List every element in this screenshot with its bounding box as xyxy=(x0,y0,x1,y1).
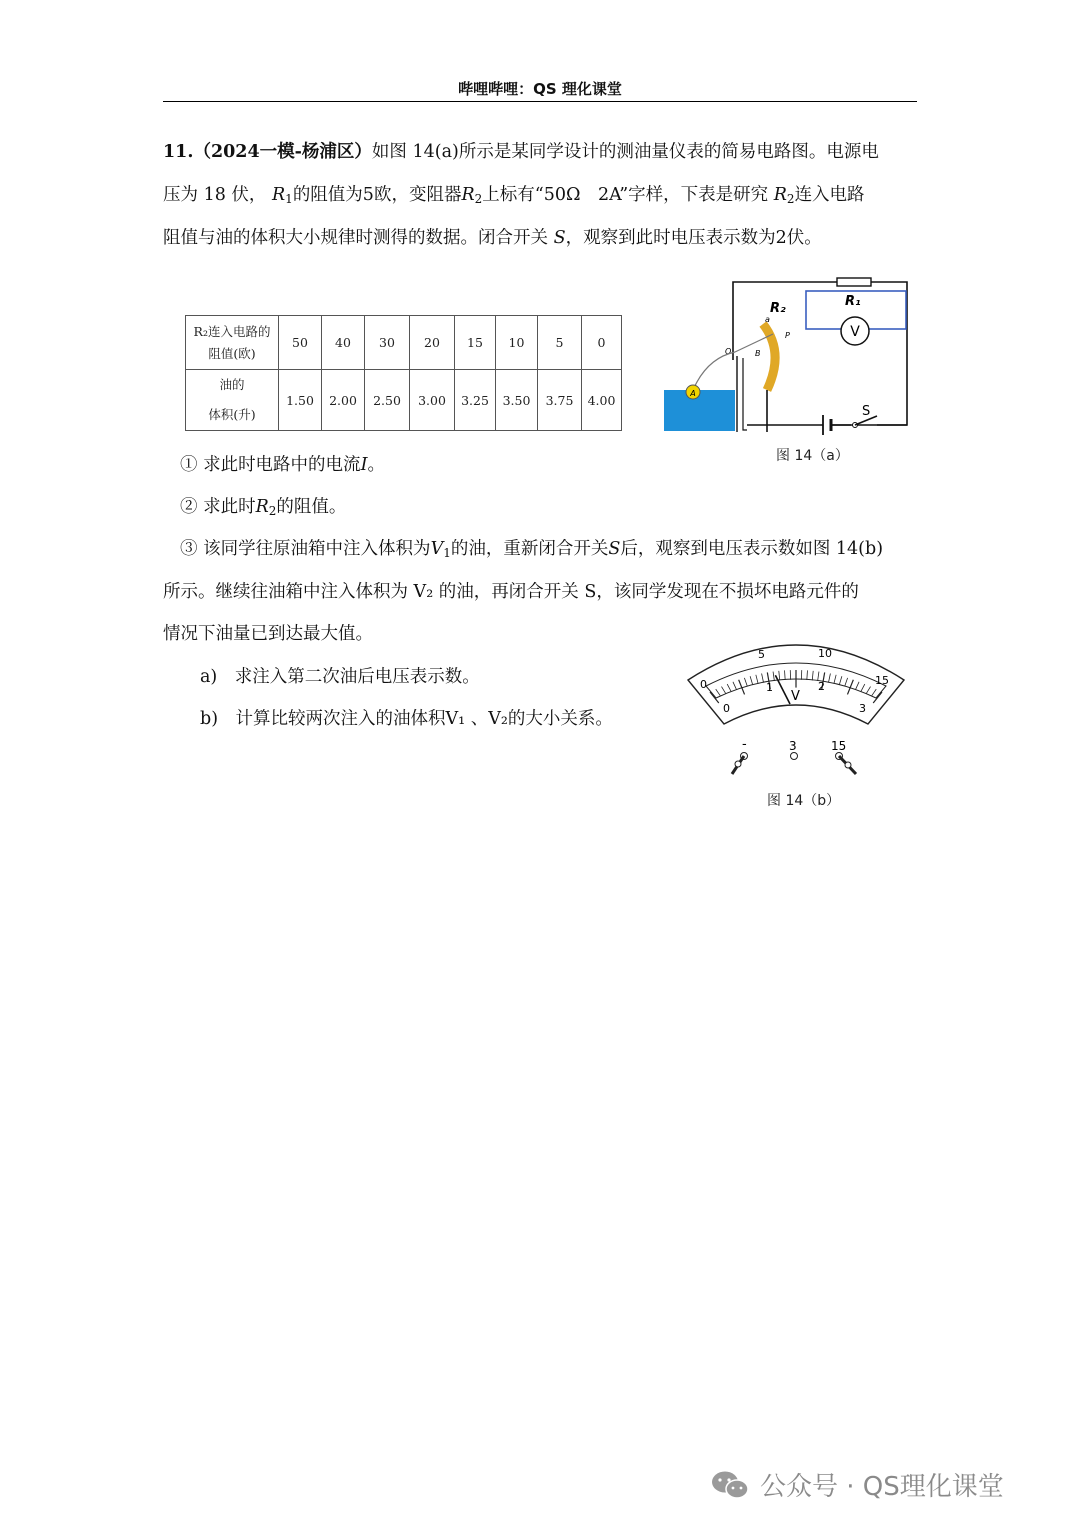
wechat-icon xyxy=(710,1469,750,1501)
problem-line-2 xyxy=(163,185,917,210)
float-rod xyxy=(693,352,735,390)
table-cell: 2.50 xyxy=(365,370,410,431)
lower-label: 2 xyxy=(818,680,825,693)
watermark xyxy=(710,1466,1004,1503)
problem-source: （2024一模-杨浦区） xyxy=(193,142,372,162)
table-cell: 15 xyxy=(455,316,496,370)
r1-label: R₁ xyxy=(845,294,861,309)
problem-text-2d: 连入电路 xyxy=(794,185,865,205)
lower-label: 0 xyxy=(723,702,730,715)
table-header-resistance: R₂连入电路的 阻值(欧) xyxy=(186,316,279,370)
problem-number: 11. xyxy=(163,142,194,162)
symbol-s: S xyxy=(553,228,566,248)
table-cell: 3.75 xyxy=(538,370,582,431)
problem-line-1 xyxy=(163,142,917,163)
lower-label: 3 xyxy=(859,702,866,715)
r2-label: R₂ xyxy=(770,301,786,316)
table-cell: 1.50 xyxy=(279,370,322,431)
question-1: ① 求此时电路中的电流I。 xyxy=(180,455,385,475)
label-small-a: a xyxy=(765,315,770,324)
problem-text-3b: ，观察到此时电压表示数为2伏。 xyxy=(565,228,822,248)
rheostat-r2 xyxy=(763,324,775,390)
label-p: P xyxy=(785,331,790,340)
label-o: O xyxy=(725,347,732,356)
lever-arm xyxy=(735,334,773,352)
terminal-label-3: 3 xyxy=(789,739,797,753)
float-label: A xyxy=(690,389,696,398)
problem-text-1: 如图 14(a)所示是某同学设计的测油量仪表的简易电路图。电源电 xyxy=(371,142,879,162)
problem-text-2b: 的阻值为5欧，变阻器 xyxy=(292,185,462,205)
problem-text-3a: 阻值与油的体积大小规律时测得的数据。闭合开关 xyxy=(163,228,548,248)
page-header: 哔哩哔哩：QS 理化课堂 xyxy=(458,80,622,98)
table-cell: 3.25 xyxy=(455,370,496,431)
table-cell: 3.00 xyxy=(410,370,455,431)
fig-b-caption: 图 14（b） xyxy=(767,793,841,809)
circuit-diagram xyxy=(655,272,915,442)
problem-text-2c: 上标有“50Ω 2A”字样，下表是研究 xyxy=(482,185,769,205)
upper-label: 10 xyxy=(818,647,832,660)
table-cell: 40 xyxy=(322,316,365,370)
voltmeter-dial xyxy=(680,628,912,788)
symbol-r2b-sub: 2 xyxy=(786,192,795,206)
terminal-neg-wire xyxy=(732,753,748,775)
terminal-label-15: 15 xyxy=(831,739,847,753)
table-cell: 2.00 xyxy=(322,370,365,431)
table-row-resistance xyxy=(186,316,622,370)
table-cell: 10 xyxy=(496,316,538,370)
data-table xyxy=(185,315,622,431)
symbol-r1-sub: 1 xyxy=(285,192,293,206)
table-cell: 0 xyxy=(582,316,622,370)
terminal-3 xyxy=(791,753,798,760)
question-3-line-1: ③ 该同学往原油箱中注入体积为$V_1$的油，重新闭合开关S后，观察到电压表示数如图 14(b) xyxy=(180,539,884,560)
problem-line-3 xyxy=(163,228,917,249)
voltmeter-label: V xyxy=(850,324,860,340)
question-a: a) 求注入第二次油后电压表示数。 xyxy=(200,667,480,687)
table-cell: 20 xyxy=(410,316,455,370)
table-cell: 3.50 xyxy=(496,370,538,431)
lower-label: 1 xyxy=(766,681,773,694)
terminal-15-wire xyxy=(836,753,857,775)
table-row-volume xyxy=(186,370,622,431)
question-b: b) 计算比较两次注入的油体积V₁ 、V₂的大小关系。 xyxy=(200,709,613,729)
question-3-line-3: 情况下油量已到达最大值。 xyxy=(163,624,373,644)
watermark-text: 公众号 · QS理化课堂 xyxy=(760,1472,1004,1502)
oil-tank xyxy=(664,390,735,431)
fig-a-caption: 图 14（a） xyxy=(776,448,849,464)
upper-label: 15 xyxy=(875,674,889,687)
label-b: B xyxy=(755,349,761,358)
question-3-line-2: 所示。继续往油箱中注入体积为 V₂ 的油，再闭合开关 S，该同学发现在不损坏电路元件的 xyxy=(163,582,859,602)
table-cell: 5 xyxy=(538,316,582,370)
switch-label: S xyxy=(862,404,871,419)
problem-text-2a: 压为 18 伏， xyxy=(163,185,267,205)
upper-label: 0 xyxy=(700,678,707,691)
upper-label: 5 xyxy=(758,648,765,661)
table-header-volume: 油的 体积(升) xyxy=(186,370,279,431)
symbol-r2-sub: 2 xyxy=(474,192,483,206)
symbol-r1: R xyxy=(271,185,286,205)
table-cell: 30 xyxy=(365,316,410,370)
wire-pivot-down-2 xyxy=(743,358,747,430)
header-rule xyxy=(163,101,917,102)
question-2: ② 求此时$R_2$的阻值。 xyxy=(180,497,347,518)
terminal-label-neg: - xyxy=(742,737,747,752)
symbol-r2: R xyxy=(461,185,475,205)
meter-unit: V xyxy=(791,689,800,704)
resistor-r1 xyxy=(837,278,871,286)
table-cell: 4.00 xyxy=(582,370,622,431)
table-cell: 50 xyxy=(279,316,322,370)
symbol-r2b: R xyxy=(773,185,787,205)
